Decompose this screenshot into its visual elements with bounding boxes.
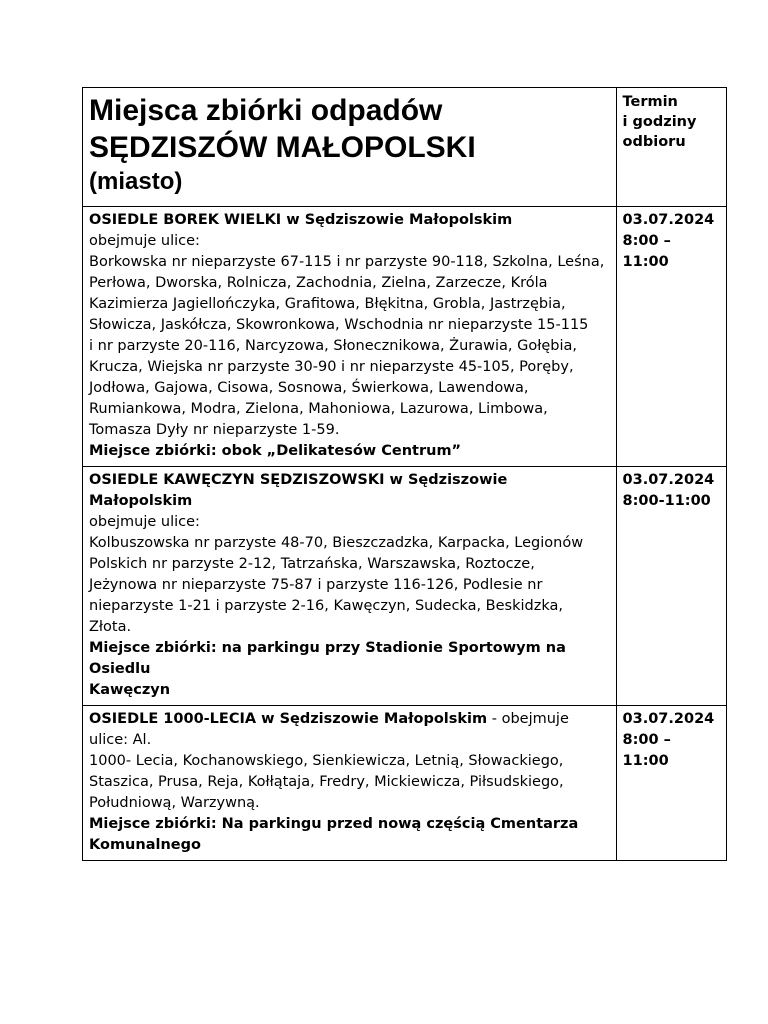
street-line: Złota.	[89, 619, 132, 635]
date-column-header	[616, 88, 726, 207]
estate-description	[83, 467, 617, 706]
collection-place: Kawęczyn	[89, 682, 171, 698]
collection-place: Komunalnego	[89, 837, 201, 853]
street-line: Południową, Warzywną.	[89, 795, 260, 811]
street-line: Polskich nr parzyste 2-12, Tatrzańska, Warszawska, Roztocze,	[89, 556, 535, 572]
estate-heading-line	[89, 709, 610, 751]
collection-points-table	[82, 87, 727, 861]
collection-place: Miejsce zbiórki: na parkingu przy Stadionie Sportowym na Osiedlu	[89, 640, 566, 677]
table-header-row	[83, 88, 727, 207]
collection-hours: 8:00 – 11:00	[622, 233, 671, 270]
collection-date: 03.07.2024	[622, 212, 715, 228]
street-line: Kolbuszowska nr parzyste 48-70, Bieszczadzka, Karpacka, Legionów	[89, 535, 584, 551]
date-header-line3: odbioru	[622, 134, 686, 150]
collection-date: 03.07.2024	[622, 472, 715, 488]
collection-hours: 8:00-11:00	[622, 493, 711, 509]
page-title: Miejsca zbiórki odpadów	[89, 94, 443, 127]
street-line: Krucza, Wiejska nr parzyste 30-90 i nr nieparzyste 45-105, Poręby,	[89, 359, 574, 375]
collection-place: Miejsce zbiórki: Na parkingu przed nową częścią Cmentarza	[89, 816, 579, 832]
date-header-line1: Termin	[622, 94, 678, 110]
street-line: Kazimierza Jagiellończyka, Grafitowa, Błękitna, Grobla, Jastrzębia,	[89, 296, 566, 312]
title-cell	[83, 88, 617, 207]
date-header-line2: i godziny	[622, 114, 697, 130]
streets-intro: - obejmuje ulice: Al.	[89, 711, 569, 748]
town-qualifier: (miasto)	[89, 168, 183, 195]
street-line: Jodłowa, Gajowa, Cisowa, Sosnowa, Świerkowa, Lawendowa,	[89, 380, 529, 396]
estate-name: OSIEDLE BOREK WIELKI w Sędziszowie Małopolskim	[89, 212, 513, 228]
collection-place: Miejsce zbiórki: obok „Delikatesów Centrum”	[89, 443, 462, 459]
streets-intro: obejmuje ulice:	[89, 514, 200, 530]
collection-date: 03.07.2024	[622, 711, 715, 727]
estate-name: OSIEDLE 1000-LECIA w Sędziszowie Małopolskim	[89, 711, 488, 727]
table-row	[83, 467, 727, 706]
table-row	[83, 706, 727, 861]
estate-name: OSIEDLE KAWĘCZYN SĘDZISZOWSKI w Sędziszowie Małopolskim	[89, 472, 508, 509]
street-line: Borkowska nr nieparzyste 67-115 i nr parzyste 90-118, Szkolna, Leśna,	[89, 254, 605, 270]
date-cell	[616, 207, 726, 467]
estate-description	[83, 706, 617, 861]
date-cell	[616, 706, 726, 861]
street-line: Tomasza Dyły nr nieparzyste 1-59.	[89, 422, 340, 438]
town-name: SĘDZISZÓW MAŁOPOLSKI	[89, 131, 476, 164]
street-line: Słowicza, Jaskółcza, Skowronkowa, Wschodnia nr nieparzyste 15-115	[89, 317, 589, 333]
street-line: i nr parzyste 20-116, Narcyzowa, Słonecznikowa, Żurawia, Gołębia,	[89, 338, 578, 354]
street-line: Perłowa, Dworska, Rolnicza, Zachodnia, Zielna, Zarzecze, Króla	[89, 275, 548, 291]
table-row	[83, 207, 727, 467]
street-line: 1000- Lecia, Kochanowskiego, Sienkiewicza, Letnią, Słowackiego,	[89, 753, 564, 769]
date-cell	[616, 467, 726, 706]
street-line: Staszica, Prusa, Reja, Kołłątaja, Fredry, Mickiewicza, Piłsudskiego,	[89, 774, 564, 790]
street-line: nieparzyste 1-21 i parzyste 2-16, Kawęczyn, Sudecka, Beskidzka,	[89, 598, 563, 614]
street-line: Rumiankowa, Modra, Zielona, Mahoniowa, Lazurowa, Limbowa,	[89, 401, 548, 417]
street-line: Jeżynowa nr nieparzyste 75-87 i parzyste 116-126, Podlesie nr	[89, 577, 543, 593]
estate-description	[83, 207, 617, 467]
streets-intro: obejmuje ulice:	[89, 233, 200, 249]
collection-hours: 8:00 – 11:00	[622, 732, 671, 769]
